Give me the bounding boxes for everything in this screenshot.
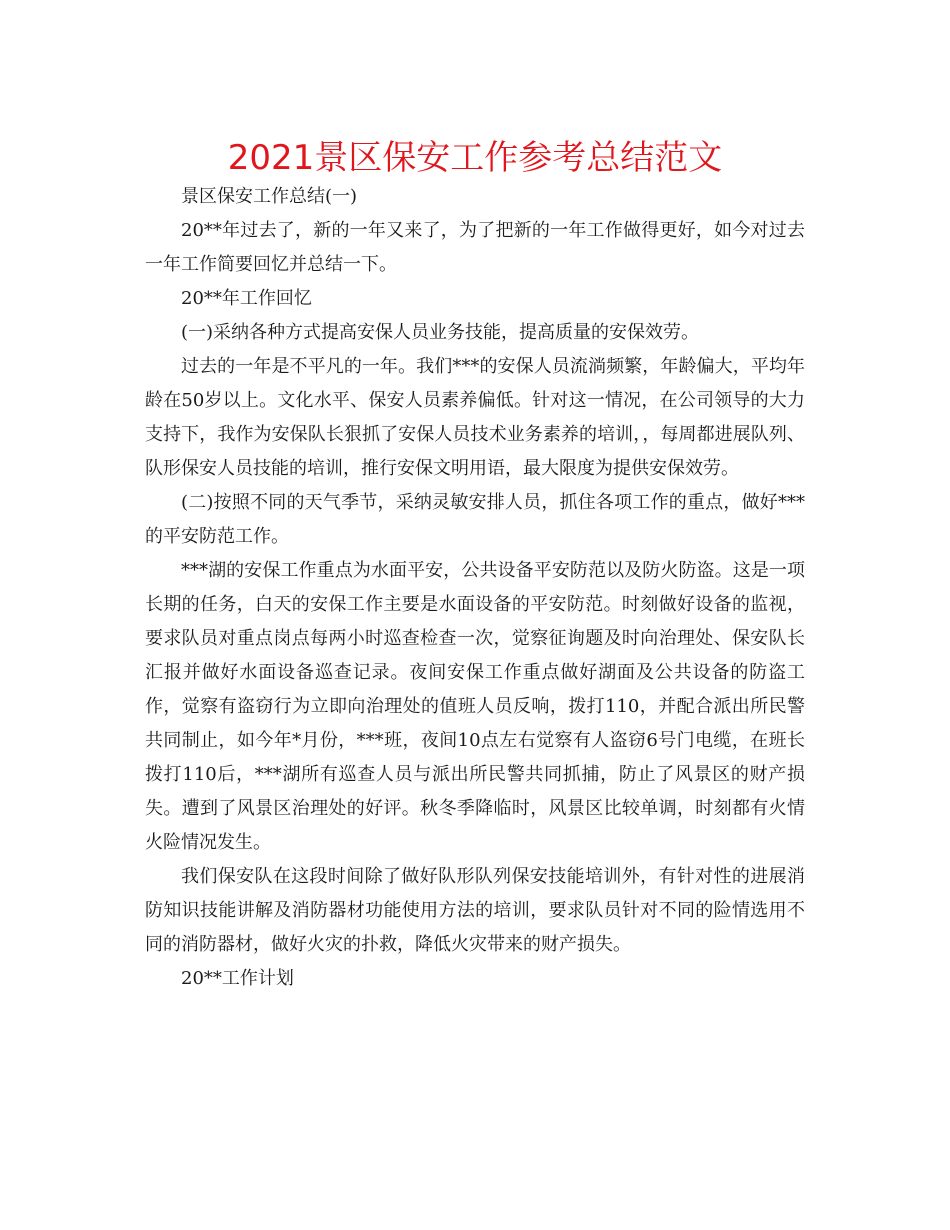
paragraph: 过去的一年是不平凡的一年。我们***的安保人员流淌频繁，年龄偏大，平均年龄在50岁以上。文化水平、保安人员素养偏低。针对这一情况，在公司领导的大力支持下，我作为安保队长狠抓了安保人员技术业务素养的培训，，每周都进展队列、队形保安人员技能的培训，推行安保文明用语，最大限度为提供安保效劳。 xyxy=(145,356,805,479)
document-body xyxy=(145,180,805,996)
section-heading: 20**年工作回忆 xyxy=(181,288,312,309)
paragraph: (一)采纳各种方式提高安保人员业务技能，提高质量的安保效劳。 xyxy=(181,322,700,343)
paragraph: ***湖的安保工作重点为水面平安，公共设备平安防范以及防火防盗。这是一项长期的任务，白天的安保工作主要是水面设备的平安防范。时刻做好设备的监视，要求队员对重点岗点每两小时巡查检查一次，觉察征询题及时向治理处、保安队长汇报并做好水面设备巡查记录。夜间安保工作重点做好湖面及公共设备的防盗工作，觉察有盗窃行为立即向治理处的值班人员反响，拨打110，并配合派出所民警共同制止，如今年*月份，***班，夜间10点左右觉察有人盗窃6号门电缆，在班长拨打110后，***湖所有巡查人员与派出所民警共同抓捕，防止了风景区的财产损失。遭到了风景区治理处的好评。秋冬季降临时，风景区比较单调，时刻都有火情火险情况发生。 xyxy=(145,560,805,853)
section-heading: 景区保安工作总结(一) xyxy=(181,186,358,207)
paragraph: (二)按照不同的天气季节，采纳灵敏安排人员，抓住各项工作的重点，做好***的平安防范工作。 xyxy=(145,492,805,547)
paragraph: 我们保安队在这段时间除了做好队形队列保安技能培训外，有针对性的进展消防知识技能讲解及消防器材功能使用方法的培训，要求队员针对不同的险情选用不同的消防器材，做好火灾的扑救，降低火灾带来的财产损失。 xyxy=(145,866,805,955)
document-title: 2021景区保安工作参考总结范文 xyxy=(227,138,723,178)
section-heading: 20**工作计划 xyxy=(181,968,294,989)
paragraph: 20**年过去了，新的一年又来了，为了把新的一年工作做得更好，如今对过去一年工作简要回忆并总结一下。 xyxy=(145,220,805,275)
